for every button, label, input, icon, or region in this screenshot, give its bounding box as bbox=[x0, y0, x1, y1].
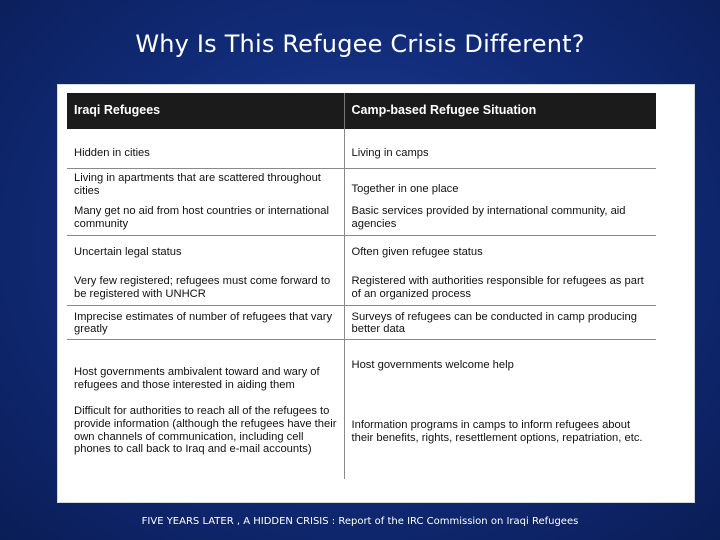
cell-camp: Host governments welcome help bbox=[344, 339, 656, 395]
table-row bbox=[67, 129, 656, 168]
cell-camp: Together in one place bbox=[344, 168, 656, 198]
cell-iraqi: Uncertain legal status bbox=[74, 246, 182, 259]
slide-title: Why Is This Refugee Crisis Different? bbox=[135, 30, 585, 58]
comparison-table-frame bbox=[57, 84, 695, 503]
comparison-table bbox=[67, 93, 656, 479]
cell-iraqi: Hidden in cities bbox=[67, 129, 344, 168]
table-row bbox=[67, 168, 656, 198]
header-iraqi-refugees: Iraqi Refugees bbox=[67, 93, 344, 129]
cell-camp: Living in camps bbox=[344, 129, 656, 168]
table-row bbox=[67, 395, 656, 479]
cell-camp: Basic services provided by international community, aid agencies bbox=[344, 198, 656, 235]
cell-camp: Registered with authorities responsible for refugees as part of an organized process bbox=[344, 261, 656, 305]
cell-iraqi: Many get no aid from host countries or international community bbox=[67, 198, 344, 235]
cell-iraqi: Very few registered; refugees must come forward to be registered with UNHCR bbox=[67, 261, 344, 305]
table-row bbox=[67, 305, 656, 339]
header-camp-based-situation: Camp-based Refugee Situation bbox=[344, 93, 656, 129]
table-row bbox=[67, 198, 656, 235]
table-row bbox=[67, 235, 656, 261]
cell-iraqi: Difficult for authorities to reach all of the refugees to provide information (although the refugees have their own channels of communication, including cell phones to call back to Iraq and e-mail accounts) bbox=[74, 405, 337, 456]
table-header-row bbox=[67, 93, 656, 129]
table-row bbox=[67, 339, 656, 395]
cell-camp: Information programs in camps to inform refugees about their benefits, rights, resettlement options, repatriation, etc. bbox=[344, 395, 656, 479]
cell-iraqi: Living in apartments that are scattered throughout cities bbox=[74, 172, 321, 198]
footer-source-citation: FIVE YEARS LATER , A HIDDEN CRISIS : Report of the IRC Commission on Iraqi Refugees bbox=[141, 516, 579, 527]
cell-camp: Often given refugee status bbox=[344, 235, 656, 261]
cell-iraqi: Host governments ambivalent toward and wary of refugees and those interested in aiding them bbox=[74, 366, 320, 392]
table-row bbox=[67, 261, 656, 305]
cell-camp: Surveys of refugees can be conducted in camp producing better data bbox=[344, 305, 656, 339]
cell-iraqi: Imprecise estimates of number of refugees that vary greatly bbox=[67, 305, 344, 339]
